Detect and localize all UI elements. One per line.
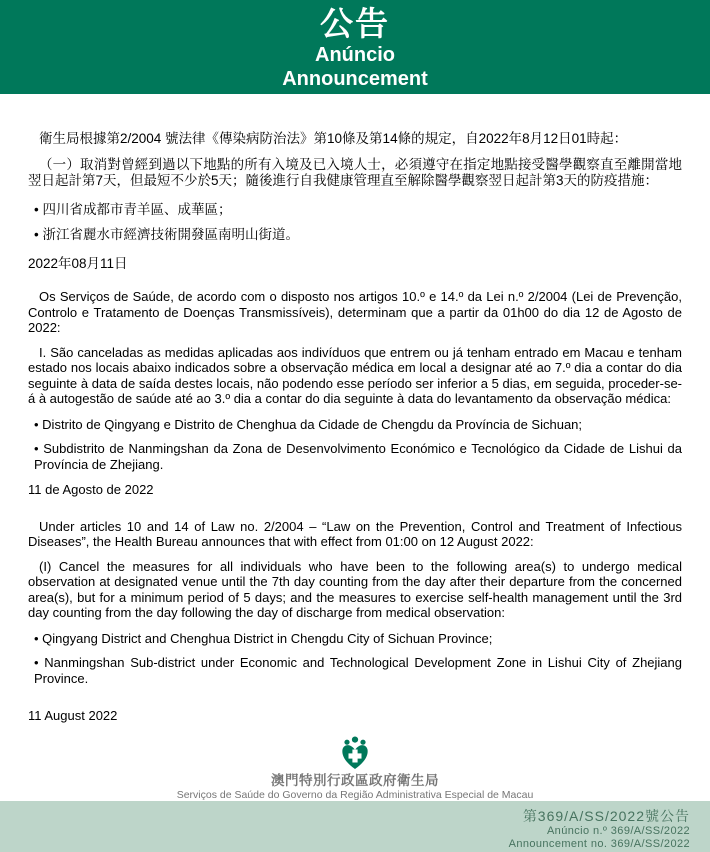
- english-measures-paragraph: (I) Cancel the measures for all individuals who have been to the following area(s) to undergo medical observation at designated venue until the 7th day counting from the day after their departure from the concerned area(s), but for a minimum period of 5 days; and the measures to exercise self-health management until the 3rd day counting from the day following the day of discharge from medical observation:: [28, 558, 682, 620]
- announcement-body: [0, 131, 710, 724]
- chinese-measures-paragraph: （一）取消對曾經到過以下地點的所有入境及已入境人士，必須遵守在指定地點接受醫學觀察直至離開當地翌日起計第7天，但最短不少於5天；隨後進行自我健康管理直至解除醫學觀察翌日起計第3天的防疫措施：: [28, 157, 682, 188]
- chinese-intro-paragraph: 衛生局根據第2/2004 號法律《傳染病防治法》第10條及第14條的規定，自2022年8月12日01時起：: [39, 131, 628, 146]
- reference-number-portuguese: Anúncio n.º 369/A/SS/2022: [546, 825, 690, 837]
- portuguese-measures-paragraph: I. São canceladas as medidas aplicadas aos indivíduos que entrem ou já tenham entrado em Macau e tenham estado nos locais abaixo indicados sobre a observação médica em local a designar até ao 7.º dia a contar do dia seguinte à data de saída destes locais, não podendo esse período ser inferior a 5 dias, em seguida, proceder-se-á à autogestão de saúde até ao 3.º dia a contar do dia seguinte à data do levantamento da observação médica:: [28, 344, 682, 406]
- section-portuguese: [28, 289, 682, 498]
- banner-title-portuguese: Anúncio: [315, 44, 395, 66]
- announcement-banner: [0, 0, 710, 94]
- portuguese-area-bullet: • Subdistrito de Nanmingshan da Zona de Desenvolvimento Económico e Tecnológico da Cidade de Lishui da Província de Zhejiang.: [28, 441, 682, 472]
- reference-number-bar: [0, 801, 710, 852]
- health-bureau-logo-icon: [339, 736, 371, 771]
- reference-number-english: Announcement no. 369/A/SS/2022: [508, 837, 690, 850]
- english-date: 11 August 2022: [28, 708, 118, 723]
- chinese-area-bullet: • 浙江省麗水市經濟技術開發區南明山街道。: [28, 227, 682, 243]
- footer: [0, 736, 710, 801]
- banner-title-chinese: 公告: [320, 5, 390, 42]
- organization-name-portuguese: Serviços de Saúde do Governo da Região Administrativa Especial de Macau: [176, 789, 534, 801]
- english-intro-paragraph: Under articles 10 and 14 of Law no. 2/2004 – “Law on the Prevention, Control and Treatment of Infectious Diseases”, the Health Bureau announces that with effect from 01:00 on 12 August 2022:: [28, 518, 682, 549]
- section-chinese: [28, 131, 682, 272]
- organization-name-chinese: 澳門特別行政區政府衛生局: [271, 773, 439, 788]
- chinese-area-bullet: • 四川省成都市青羊區、成華區；: [28, 202, 682, 218]
- english-area-bullet: • Nanmingshan Sub-district under Economic and Technological Development Zone in Lishui City of Zhejiang Province.: [28, 655, 682, 686]
- banner-title-english: Announcement: [282, 68, 428, 90]
- chinese-date: 2022年08月11日: [28, 256, 128, 271]
- portuguese-intro-paragraph: Os Serviços de Saúde, de acordo com o disposto nos artigos 10.º e 14.º da Lei n.º 2/2004 (Lei de Prevenção, Controlo e Tratamento de Doenças Transmissíveis), determinam que a partir da 01h00 do dia 12 de Agosto de 2022:: [28, 289, 682, 335]
- portuguese-area-bullet: • Distrito de Qingyang e Distrito de Chenghua da Cidade de Chengdu da Província de Sichuan;: [28, 417, 682, 433]
- section-english: [28, 519, 682, 724]
- portuguese-date: 11 de Agosto de 2022: [28, 482, 154, 497]
- english-area-bullet: • Qingyang District and Chenghua District in Chengdu City of Sichuan Province;: [28, 631, 682, 647]
- reference-number-chinese: 第369/A/SS/2022號公告: [522, 808, 690, 824]
